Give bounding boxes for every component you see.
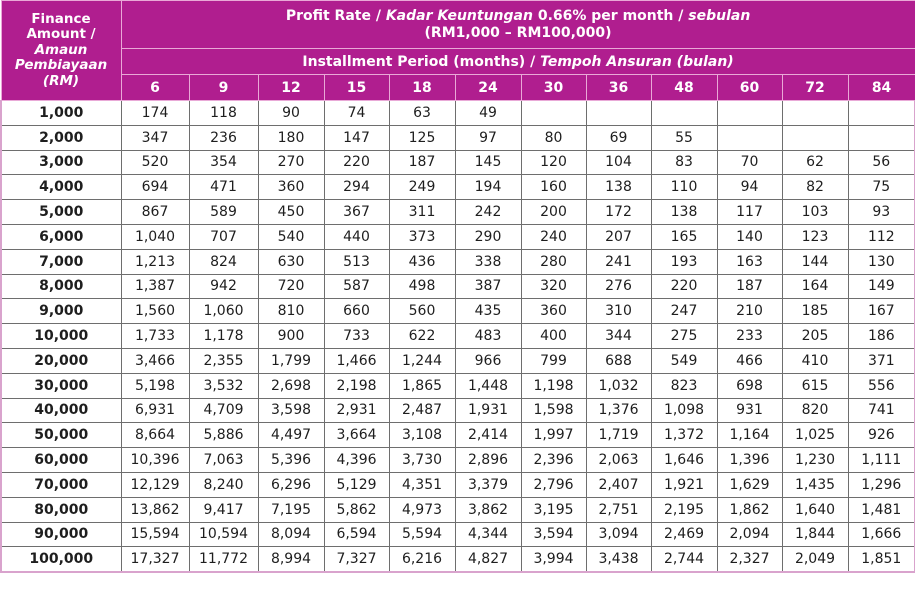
installment-cell: 688 <box>586 348 651 373</box>
installment-cell: 1,844 <box>782 522 848 547</box>
installment-cell: 220 <box>324 150 389 175</box>
installment-cell: 17,327 <box>121 547 189 572</box>
installment-cell: 367 <box>324 200 389 225</box>
unavailable-cell <box>782 125 848 150</box>
unavailable-cell <box>651 101 717 126</box>
installment-cell: 1,111 <box>848 448 915 473</box>
finance-amount-cell: 6,000 <box>1 224 121 249</box>
installment-cell: 1,387 <box>121 274 189 299</box>
month-header-15: 15 <box>324 75 389 101</box>
installment-cell: 74 <box>324 101 389 126</box>
installment-cell: 205 <box>782 324 848 349</box>
installment-cell: 140 <box>717 224 782 249</box>
installment-cell: 450 <box>258 200 324 225</box>
installment-cell: 138 <box>651 200 717 225</box>
installment-cell: 2,744 <box>651 547 717 572</box>
installment-cell: 97 <box>455 125 521 150</box>
installment-cell: 276 <box>586 274 651 299</box>
finance-amount-cell: 20,000 <box>1 348 121 373</box>
installment-cell: 90 <box>258 101 324 126</box>
table-row <box>1 150 915 175</box>
installment-cell: 1,921 <box>651 472 717 497</box>
month-header-60: 60 <box>717 75 782 101</box>
installment-cell: 1,719 <box>586 423 651 448</box>
month-header-84: 84 <box>848 75 915 101</box>
finance-amount-cell: 40,000 <box>1 398 121 423</box>
installment-cell: 130 <box>848 249 915 274</box>
installment-cell: 147 <box>324 125 389 150</box>
installment-cell: 556 <box>848 373 915 398</box>
installment-cell: 354 <box>189 150 258 175</box>
installment-cell: 123 <box>782 224 848 249</box>
unavailable-cell <box>848 125 915 150</box>
installment-cell: 3,532 <box>189 373 258 398</box>
installment-cell: 2,469 <box>651 522 717 547</box>
installment-cell: 5,594 <box>389 522 455 547</box>
installment-cell: 5,129 <box>324 472 389 497</box>
month-header-36: 36 <box>586 75 651 101</box>
installment-cell: 823 <box>651 373 717 398</box>
installment-cell: 926 <box>848 423 915 448</box>
installment-cell: 210 <box>717 299 782 324</box>
installment-cell: 236 <box>189 125 258 150</box>
installment-cell: 1,931 <box>455 398 521 423</box>
installment-cell: 104 <box>586 150 651 175</box>
installment-cell: 310 <box>586 299 651 324</box>
installment-cell: 3,195 <box>521 497 586 522</box>
installment-cell: 2,355 <box>189 348 258 373</box>
table-body <box>1 101 915 573</box>
installment-cell: 165 <box>651 224 717 249</box>
installment-cell: 3,730 <box>389 448 455 473</box>
installment-cell: 2,407 <box>586 472 651 497</box>
finance-amount-cell: 3,000 <box>1 150 121 175</box>
months-header-row <box>1 75 915 101</box>
installment-cell: 1,164 <box>717 423 782 448</box>
installment-cell: 513 <box>324 249 389 274</box>
installment-cell: 2,796 <box>521 472 586 497</box>
corner-line2: Amount / <box>26 26 96 43</box>
installment-cell: 1,178 <box>189 324 258 349</box>
installment-cell: 241 <box>586 249 651 274</box>
installment-cell: 180 <box>258 125 324 150</box>
installment-cell: 10,396 <box>121 448 189 473</box>
installment-cell: 660 <box>324 299 389 324</box>
installment-cell: 1,376 <box>586 398 651 423</box>
table-row <box>1 299 915 324</box>
installment-cell: 360 <box>258 175 324 200</box>
installment-cell: 5,886 <box>189 423 258 448</box>
month-header-30: 30 <box>521 75 586 101</box>
installment-cell: 707 <box>189 224 258 249</box>
installment-cell: 4,709 <box>189 398 258 423</box>
table-row <box>1 125 915 150</box>
installment-cell: 6,296 <box>258 472 324 497</box>
installment-cell: 187 <box>389 150 455 175</box>
period-part1: Installment Period (months) / <box>302 53 541 70</box>
finance-amount-cell: 50,000 <box>1 423 121 448</box>
installment-cell: 160 <box>521 175 586 200</box>
installment-cell: 942 <box>189 274 258 299</box>
installment-cell: 387 <box>455 274 521 299</box>
table-row <box>1 348 915 373</box>
installment-cell: 2,751 <box>586 497 651 522</box>
finance-amount-cell: 9,000 <box>1 299 121 324</box>
unavailable-cell <box>782 101 848 126</box>
installment-cell: 220 <box>651 274 717 299</box>
installment-cell: 1,666 <box>848 522 915 547</box>
installment-cell: 70 <box>717 150 782 175</box>
installment-cell: 94 <box>717 175 782 200</box>
installment-cell: 360 <box>521 299 586 324</box>
installment-cell: 799 <box>521 348 586 373</box>
installment-cell: 1,640 <box>782 497 848 522</box>
installment-cell: 207 <box>586 224 651 249</box>
finance-amount-cell: 2,000 <box>1 125 121 150</box>
installment-cell: 8,994 <box>258 547 324 572</box>
title-range: (RM1,000 – RM100,000) <box>424 24 612 41</box>
finance-amount-cell: 4,000 <box>1 175 121 200</box>
installment-cell: 294 <box>324 175 389 200</box>
unavailable-cell <box>848 101 915 126</box>
installment-cell: 560 <box>389 299 455 324</box>
installment-cell: 194 <box>455 175 521 200</box>
installment-cell: 187 <box>717 274 782 299</box>
installment-cell: 820 <box>782 398 848 423</box>
installment-cell: 466 <box>717 348 782 373</box>
installment-cell: 3,994 <box>521 547 586 572</box>
installment-cell: 186 <box>848 324 915 349</box>
installment-cell: 720 <box>258 274 324 299</box>
installment-cell: 1,296 <box>848 472 915 497</box>
installment-cell: 249 <box>389 175 455 200</box>
installment-cell: 1,396 <box>717 448 782 473</box>
installment-cell: 966 <box>455 348 521 373</box>
installment-cell: 1,733 <box>121 324 189 349</box>
installment-cell: 2,396 <box>521 448 586 473</box>
table-row <box>1 324 915 349</box>
installment-cell: 900 <box>258 324 324 349</box>
installment-cell: 112 <box>848 224 915 249</box>
installment-cell: 1,646 <box>651 448 717 473</box>
table-header <box>1 1 915 101</box>
installment-cell: 410 <box>782 348 848 373</box>
installment-cell: 1,629 <box>717 472 782 497</box>
table-row <box>1 224 915 249</box>
installment-cell: 138 <box>586 175 651 200</box>
installment-cell: 1,997 <box>521 423 586 448</box>
table-row <box>1 547 915 572</box>
installment-cell: 2,414 <box>455 423 521 448</box>
installment-cell: 1,466 <box>324 348 389 373</box>
installment-cell: 117 <box>717 200 782 225</box>
installment-cell: 400 <box>521 324 586 349</box>
month-header-6: 6 <box>121 75 189 101</box>
installment-cell: 1,865 <box>389 373 455 398</box>
installment-cell: 240 <box>521 224 586 249</box>
installment-cell: 56 <box>848 150 915 175</box>
installment-cell: 540 <box>258 224 324 249</box>
installment-cell: 440 <box>324 224 389 249</box>
installment-cell: 15,594 <box>121 522 189 547</box>
installment-cell: 270 <box>258 150 324 175</box>
installment-cell: 75 <box>848 175 915 200</box>
table-row <box>1 101 915 126</box>
installment-cell: 8,240 <box>189 472 258 497</box>
installment-cell: 3,598 <box>258 398 324 423</box>
installment-cell: 371 <box>848 348 915 373</box>
installment-cell: 13,862 <box>121 497 189 522</box>
installment-cell: 242 <box>455 200 521 225</box>
installment-cell: 6,931 <box>121 398 189 423</box>
installment-cell: 344 <box>586 324 651 349</box>
month-header-18: 18 <box>389 75 455 101</box>
installment-period-header <box>121 49 915 75</box>
table-row <box>1 373 915 398</box>
installment-cell: 4,396 <box>324 448 389 473</box>
installment-cell: 1,598 <box>521 398 586 423</box>
month-header-72: 72 <box>782 75 848 101</box>
installment-cell: 149 <box>848 274 915 299</box>
corner-line1: Finance <box>31 10 91 27</box>
installment-cell: 8,094 <box>258 522 324 547</box>
unavailable-cell <box>717 125 782 150</box>
installment-cell: 587 <box>324 274 389 299</box>
installment-cell: 193 <box>651 249 717 274</box>
installment-cell: 62 <box>782 150 848 175</box>
installment-cell: 549 <box>651 348 717 373</box>
installment-cell: 290 <box>455 224 521 249</box>
finance-amount-cell: 70,000 <box>1 472 121 497</box>
installment-cell: 338 <box>455 249 521 274</box>
installment-cell: 6,216 <box>389 547 455 572</box>
installment-cell: 6,594 <box>324 522 389 547</box>
corner-line4: Pembiayaan <box>14 57 108 74</box>
installment-cell: 2,049 <box>782 547 848 572</box>
installment-cell: 436 <box>389 249 455 274</box>
installment-cell: 622 <box>389 324 455 349</box>
finance-amount-cell: 30,000 <box>1 373 121 398</box>
installment-cell: 698 <box>717 373 782 398</box>
finance-amount-cell: 60,000 <box>1 448 121 473</box>
installment-cell: 93 <box>848 200 915 225</box>
installment-cell: 615 <box>782 373 848 398</box>
installment-cell: 125 <box>389 125 455 150</box>
unavailable-cell <box>521 101 586 126</box>
installment-cell: 144 <box>782 249 848 274</box>
installment-cell: 1,560 <box>121 299 189 324</box>
installment-cell: 103 <box>782 200 848 225</box>
installment-cell: 118 <box>189 101 258 126</box>
finance-amount-header <box>1 1 121 101</box>
installment-cell: 7,327 <box>324 547 389 572</box>
corner-line3: Amaun <box>34 41 88 58</box>
installment-cell: 630 <box>258 249 324 274</box>
installment-cell: 320 <box>521 274 586 299</box>
table-row <box>1 497 915 522</box>
title-part4: sebulan <box>688 7 751 24</box>
installment-cell: 7,063 <box>189 448 258 473</box>
installment-cell: 867 <box>121 200 189 225</box>
installment-cell: 589 <box>189 200 258 225</box>
finance-amount-cell: 7,000 <box>1 249 121 274</box>
month-header-9: 9 <box>189 75 258 101</box>
finance-amount-cell: 5,000 <box>1 200 121 225</box>
title-part1: Profit Rate / <box>285 7 386 24</box>
installment-cell: 4,351 <box>389 472 455 497</box>
installment-cell: 311 <box>389 200 455 225</box>
installment-cell: 1,851 <box>848 547 915 572</box>
installment-cell: 4,973 <box>389 497 455 522</box>
installment-cell: 3,466 <box>121 348 189 373</box>
installment-cell: 1,799 <box>258 348 324 373</box>
installment-cell: 5,198 <box>121 373 189 398</box>
month-header-48: 48 <box>651 75 717 101</box>
installment-cell: 1,435 <box>782 472 848 497</box>
profit-rate-title <box>121 1 915 49</box>
installment-cell: 520 <box>121 150 189 175</box>
installment-cell: 167 <box>848 299 915 324</box>
installment-cell: 80 <box>521 125 586 150</box>
finance-amount-cell: 8,000 <box>1 274 121 299</box>
installment-cell: 163 <box>717 249 782 274</box>
installment-cell: 1,448 <box>455 373 521 398</box>
month-header-24: 24 <box>455 75 521 101</box>
installment-cell: 275 <box>651 324 717 349</box>
installment-cell: 2,094 <box>717 522 782 547</box>
installment-cell: 1,198 <box>521 373 586 398</box>
installment-cell: 83 <box>651 150 717 175</box>
installment-cell: 1,481 <box>848 497 915 522</box>
table-row <box>1 522 915 547</box>
installment-cell: 2,931 <box>324 398 389 423</box>
title-part2: Kadar Keuntungan <box>385 7 533 24</box>
table-row <box>1 274 915 299</box>
installment-cell: 164 <box>782 274 848 299</box>
installment-cell: 82 <box>782 175 848 200</box>
table-row <box>1 448 915 473</box>
installment-cell: 824 <box>189 249 258 274</box>
installment-cell: 810 <box>258 299 324 324</box>
installment-cell: 1,025 <box>782 423 848 448</box>
installment-cell: 2,195 <box>651 497 717 522</box>
installment-cell: 145 <box>455 150 521 175</box>
installment-cell: 1,862 <box>717 497 782 522</box>
installment-cell: 1,372 <box>651 423 717 448</box>
installment-cell: 280 <box>521 249 586 274</box>
month-header-12: 12 <box>258 75 324 101</box>
installment-cell: 110 <box>651 175 717 200</box>
installment-cell: 5,396 <box>258 448 324 473</box>
installment-cell: 4,344 <box>455 522 521 547</box>
finance-amount-cell: 90,000 <box>1 522 121 547</box>
installment-cell: 2,896 <box>455 448 521 473</box>
installment-cell: 55 <box>651 125 717 150</box>
installment-cell: 1,032 <box>586 373 651 398</box>
table-row <box>1 398 915 423</box>
installment-cell: 2,327 <box>717 547 782 572</box>
unavailable-cell <box>717 101 782 126</box>
finance-amount-cell: 100,000 <box>1 547 121 572</box>
corner-line5: (RM) <box>42 72 80 89</box>
installment-cell: 247 <box>651 299 717 324</box>
installment-cell: 3,664 <box>324 423 389 448</box>
installment-cell: 174 <box>121 101 189 126</box>
installment-cell: 1,213 <box>121 249 189 274</box>
installment-cell: 233 <box>717 324 782 349</box>
unavailable-cell <box>586 101 651 126</box>
installment-cell: 185 <box>782 299 848 324</box>
installment-cell: 435 <box>455 299 521 324</box>
installment-cell: 2,487 <box>389 398 455 423</box>
installment-cell: 2,698 <box>258 373 324 398</box>
installment-cell: 373 <box>389 224 455 249</box>
installment-cell: 483 <box>455 324 521 349</box>
installment-cell: 1,230 <box>782 448 848 473</box>
installment-cell: 3,094 <box>586 522 651 547</box>
installment-cell: 1,040 <box>121 224 189 249</box>
installment-cell: 2,198 <box>324 373 389 398</box>
installment-cell: 1,098 <box>651 398 717 423</box>
installment-cell: 12,129 <box>121 472 189 497</box>
table-row <box>1 423 915 448</box>
installment-cell: 931 <box>717 398 782 423</box>
table-row <box>1 175 915 200</box>
table-row <box>1 200 915 225</box>
installment-cell: 120 <box>521 150 586 175</box>
installment-cell: 5,862 <box>324 497 389 522</box>
installment-cell: 3,594 <box>521 522 586 547</box>
installment-cell: 694 <box>121 175 189 200</box>
installment-cell: 3,108 <box>389 423 455 448</box>
installment-cell: 69 <box>586 125 651 150</box>
installment-cell: 3,438 <box>586 547 651 572</box>
table-row <box>1 472 915 497</box>
finance-amount-cell: 80,000 <box>1 497 121 522</box>
installment-cell: 3,379 <box>455 472 521 497</box>
installment-cell: 4,827 <box>455 547 521 572</box>
installment-cell: 733 <box>324 324 389 349</box>
installment-cell: 10,594 <box>189 522 258 547</box>
installment-cell: 7,195 <box>258 497 324 522</box>
installment-cell: 1,060 <box>189 299 258 324</box>
installment-cell: 1,244 <box>389 348 455 373</box>
installment-cell: 4,497 <box>258 423 324 448</box>
period-part2: Tempoh Ansuran (bulan) <box>540 53 734 70</box>
installment-cell: 2,063 <box>586 448 651 473</box>
installment-cell: 11,772 <box>189 547 258 572</box>
installment-cell: 347 <box>121 125 189 150</box>
installment-cell: 741 <box>848 398 915 423</box>
installment-cell: 63 <box>389 101 455 126</box>
installment-cell: 498 <box>389 274 455 299</box>
finance-amount-cell: 10,000 <box>1 324 121 349</box>
installment-cell: 3,862 <box>455 497 521 522</box>
installment-cell: 471 <box>189 175 258 200</box>
finance-amount-cell: 1,000 <box>1 101 121 126</box>
installment-cell: 200 <box>521 200 586 225</box>
installment-cell: 172 <box>586 200 651 225</box>
installment-cell: 8,664 <box>121 423 189 448</box>
installment-cell: 49 <box>455 101 521 126</box>
table-row <box>1 249 915 274</box>
installment-cell: 9,417 <box>189 497 258 522</box>
title-part3: 0.66% per month / <box>532 7 689 24</box>
